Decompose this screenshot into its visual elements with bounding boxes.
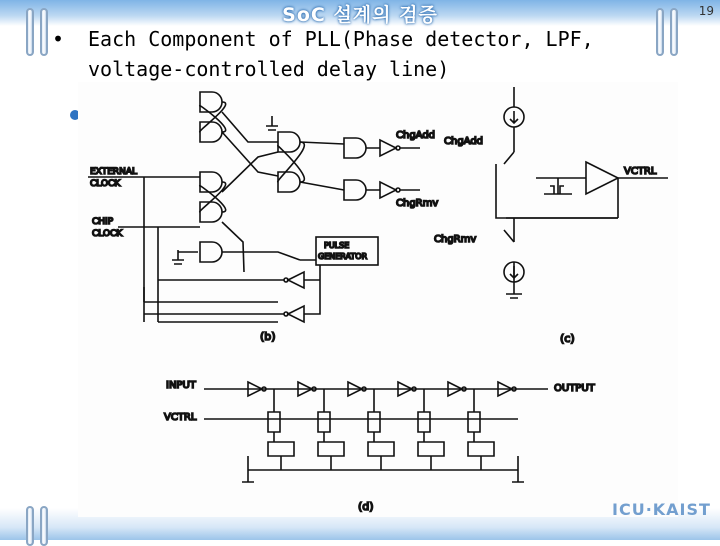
slide-title: SoC 설계의 검증 (282, 4, 438, 26)
bullet-marker: • (52, 27, 65, 51)
footer-logo: ICU·KAIST (612, 500, 711, 519)
caption-b: (b) (260, 330, 276, 343)
bullet-line-2: voltage-controlled delay line) (88, 57, 450, 81)
label-output: OUTPUT (554, 383, 595, 394)
page-number: 19 (698, 4, 714, 18)
figure-d-delay-line (204, 382, 548, 482)
label-external-1: EXTERNAL (90, 167, 138, 177)
binder-ring-bottom-left-2 (40, 506, 48, 546)
bullet-text (52, 24, 594, 84)
label-pulse: PULSE (324, 241, 350, 250)
figure-b-phase-detector (88, 92, 420, 322)
label-external-2: CLOCK (90, 179, 121, 189)
label-generator: GENERATOR (318, 252, 368, 261)
label-chgadd-in: ChgAdd (444, 136, 484, 147)
label-vctrl-out: VCTRL (624, 166, 657, 177)
label-chgrmv-out: ChgRmv (396, 198, 439, 209)
label-chip-2: CLOCK (92, 229, 123, 239)
bullet-line-1: Each Component of PLL(Phase detector, LPF, (88, 27, 594, 51)
label-chip-1: CHIP (92, 217, 114, 227)
binder-ring-bottom-left-1 (26, 506, 34, 546)
label-chgrmv-in: ChgRmv (434, 234, 477, 245)
label-chgadd-out: ChgAdd (396, 130, 436, 141)
label-input: INPUT (166, 380, 196, 391)
pll-component-diagram (78, 82, 678, 517)
figure-c-charge-pump (496, 87, 668, 298)
label-vctrl-in: VCTRL (164, 412, 197, 423)
caption-d: (d) (358, 500, 374, 513)
caption-c: (c) (560, 332, 575, 345)
